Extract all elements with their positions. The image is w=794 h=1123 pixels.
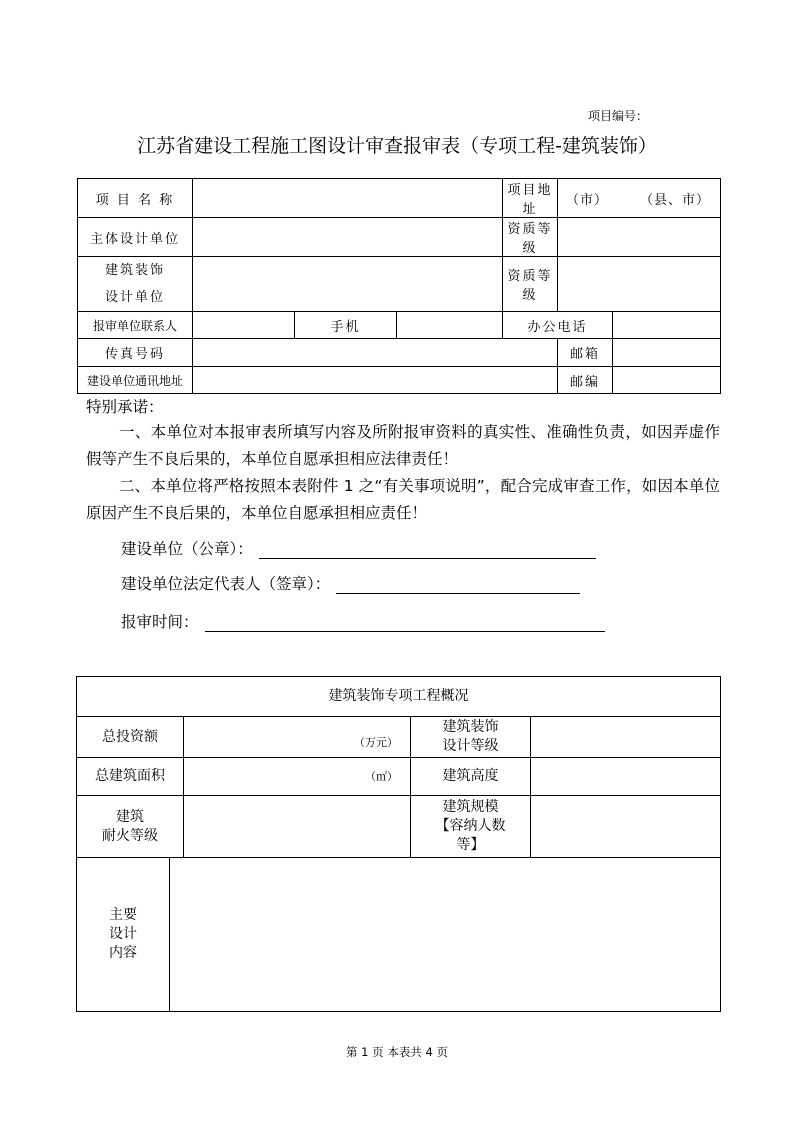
main-content-label [77, 858, 170, 1012]
promise-paragraph-1: 一、本单位对本报审表所填写内容及所附报审资料的真实性、准确性负责，如因弄虚作假等产生不良后果的，本单位自愿承担相应法律责任！ [86, 423, 720, 468]
office-phone-field[interactable] [613, 312, 721, 339]
date-blank[interactable] [205, 613, 605, 632]
seal-line [121, 537, 596, 559]
height-label: 建筑高度 [411, 758, 531, 796]
area-unit: （㎡） [365, 770, 398, 783]
deco-grade-label [411, 717, 531, 758]
deco-design-unit-field[interactable] [193, 257, 503, 312]
special-promise-heading: 特别承诺： [86, 398, 164, 416]
main-content-label-line2: 设计 [109, 926, 137, 942]
applicant-info-table [77, 178, 721, 394]
main-content-label-line1: 主要 [109, 907, 137, 923]
date-label: 报审时间： [121, 613, 199, 631]
address-field[interactable] [193, 367, 558, 394]
investment-field[interactable] [184, 717, 411, 758]
deco-design-unit-label [78, 257, 193, 312]
project-overview-table [76, 676, 721, 1012]
investment-label: 总投资额 [77, 717, 184, 758]
page-title: 江苏省建设工程施工图设计审查报审表（专项工程-建筑装饰） [137, 135, 657, 157]
legal-rep-blank[interactable] [336, 575, 580, 594]
scale-label-line2: 【容纳人数 [435, 818, 506, 834]
postcode-field[interactable] [613, 367, 721, 394]
email-field[interactable] [613, 339, 721, 367]
fax-field[interactable] [193, 339, 558, 367]
address-city: （市） [566, 192, 609, 208]
area-label: 总建筑面积 [77, 758, 184, 796]
qualification-field-1[interactable] [558, 218, 721, 257]
deco-design-unit-label-line2: 设计单位 [104, 290, 165, 305]
scale-label [411, 796, 531, 858]
scale-label-line3: 等】 [456, 837, 485, 853]
legal-rep-label: 建设单位法定代表人（签章）： [121, 575, 331, 593]
main-design-unit-label: 主体设计单位 [78, 218, 193, 257]
mobile-field[interactable] [397, 312, 503, 339]
office-phone-label: 办公电话 [503, 312, 613, 339]
date-line [121, 610, 605, 632]
main-design-unit-field[interactable] [193, 218, 503, 257]
deco-grade-field[interactable] [531, 717, 721, 758]
deco-grade-label-line1: 建筑装饰 [442, 719, 499, 735]
mobile-label: 手机 [295, 312, 397, 339]
fire-rating-label [77, 796, 184, 858]
project-address-label: 项目地址 [503, 179, 558, 218]
project-name-field[interactable] [193, 179, 503, 218]
fire-rating-field[interactable] [184, 796, 411, 858]
email-label: 邮箱 [558, 339, 613, 367]
address-county: （县、市） [640, 192, 711, 208]
contact-field[interactable] [193, 312, 295, 339]
overview-title: 建筑装饰专项工程概况 [77, 677, 721, 717]
deco-grade-label-line2: 设计等级 [442, 738, 499, 754]
address-label: 建设单位通讯地址 [78, 367, 193, 394]
fire-rating-label-line1: 建筑 [116, 808, 144, 825]
fax-label: 传真号码 [78, 339, 193, 367]
legal-rep-line [121, 572, 580, 594]
area-field[interactable] [184, 758, 411, 796]
scale-label-line1: 建筑规模 [442, 799, 499, 815]
project-name-label: 项 目 名 称 [78, 179, 193, 218]
qualification-field-2[interactable] [558, 257, 721, 312]
project-address-field[interactable] [558, 179, 721, 218]
project-number-label: 项目编号： [588, 109, 649, 123]
postcode-label: 邮编 [558, 367, 613, 394]
qualification-label-1: 资质等级 [503, 218, 558, 257]
seal-blank[interactable] [259, 540, 596, 559]
investment-unit: （万元） [354, 735, 398, 749]
seal-label: 建设单位（公章）： [121, 540, 253, 558]
scale-field[interactable] [531, 796, 721, 858]
main-content-field[interactable] [170, 858, 721, 1012]
deco-design-unit-label-line1: 建筑装饰 [104, 263, 165, 278]
fire-rating-label-line2: 耐火等级 [102, 827, 158, 844]
promise-paragraph-2: 二、本单位将严格按照本表附件 1 之“有关事项说明”，配合完成审查工作，如因本单位原因产生不良后果的，本单位自愿承担相应责任！ [86, 477, 720, 522]
height-field[interactable] [531, 758, 721, 796]
qualification-label-2: 资质等级 [503, 257, 558, 312]
page-footer: 第 1 页 本表共 4 页 [346, 1045, 448, 1059]
contact-label: 报审单位联系人 [78, 312, 193, 339]
main-content-label-line3: 内容 [109, 945, 137, 961]
